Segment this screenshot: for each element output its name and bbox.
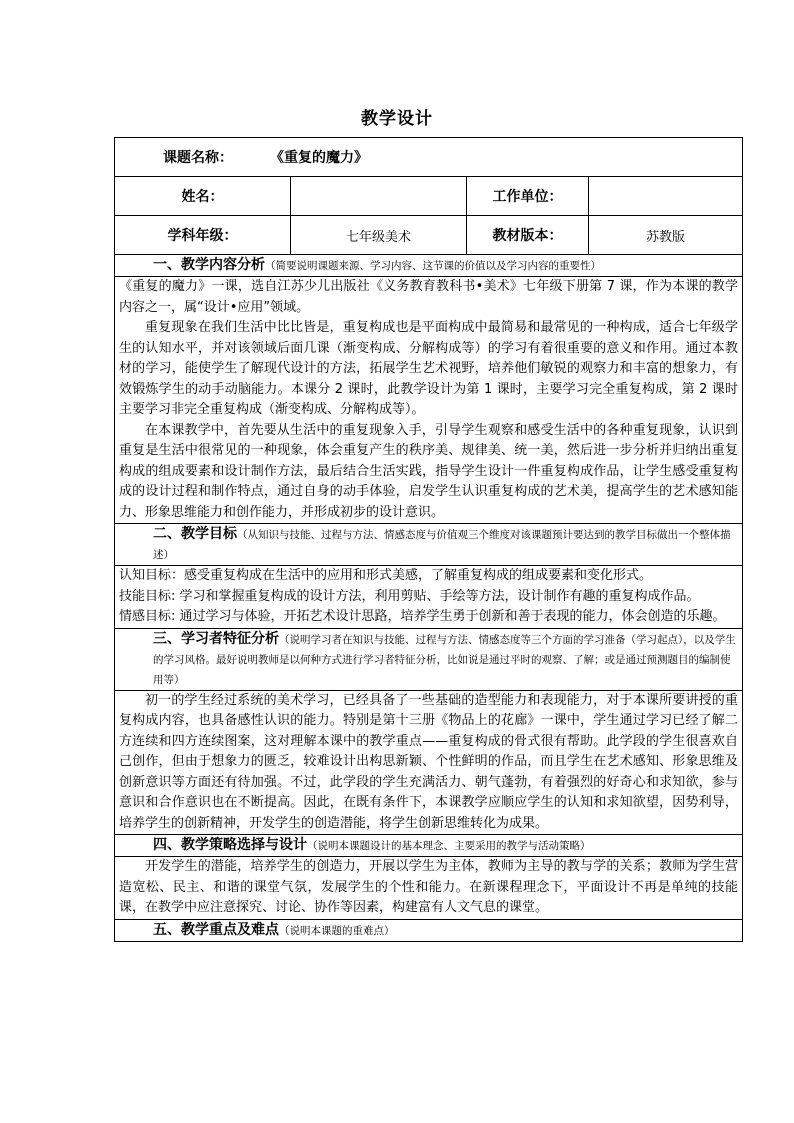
section-2-line-3: 情感目标: 通过学习与体验，开拓艺术设计思路，培养学生勇于创新和善于表现的能力，体会创造的乐趣。 (119, 609, 726, 624)
section-4-body-row (115, 857, 743, 920)
section-2-heading: 二、教学目标 (153, 526, 237, 542)
section-4-heading: 四、教学策略选择与设计 (153, 837, 307, 853)
section-4-header (115, 835, 743, 857)
section-3-paragraph-1: 初一的学生经过系统的美术学习，已经具备了一些基础的造型能力和表现能力，对于本课所要讲授的重复构成内容，也具备感性认识的能力。特别是第十三册《物品上的花廊》一课中，学生通过学习已经了解二方连续和四方连续图案，这对理解本课中的教学重点——重复构成的骨式很有帮助。此学段的学生很喜欢自己创作，但由于想象力的匮乏，较难设计出构思新颖、个性鲜明的作品，而且学生在艺术感知、形象思维及创新意识等方面还有待加强。不过，此学段的学生充满活力、朝气蓬勃，有着强烈的好奇心和求知欲，参与意识和合作意识也在不断提高。因此，在既有条件下，本课教学应顺应学生的认知和求知欲望，因势利导，培养学生的创新精神，开发学生的创造潜能，将学生创新思维转化为成果。 (119, 692, 738, 831)
section-1-paragraph-1: 《重复的魔力》一课，选自江苏少儿出版社《义务教育教科书•美术》七年级下册第 7 课，作为本课的教学内容之一，属“设计•应用”领域。 (119, 279, 738, 315)
section-3-note: （说明学习者在知识与技能、过程与方法、情感态度等三个方面的学习准备（学习起点），以及学生的学习风格。最好说明教师是以何种方式进行学习者特征分析，比如说是通过平时的观察、了解；或是通过预测题目的编制使用等） (153, 633, 736, 686)
section-1-paragraph-3: 在本课教学中，首先要从生活中的重复现象入手，引导学生观察和感受生活中的各种重复现象，认识到重复是生活中很常见的一种现象，体会重复产生的秩序美、规律美、统一美，然后进一步分析并归纳出重复构成的组成要素和设计制作方法，最后结合生活实践，指导学生设计一件重复构成作品，让学生感受重复构成的设计过程和制作特点，通过自身的动手体验，启发学生认识重复构成的艺术美，提高学生的艺术感知能力、形象思维能力和创作能力，并形成初步的设计意识。 (119, 422, 738, 520)
course-title-value: 《重复的魔力》 (277, 150, 368, 166)
section-5-note: （说明本课题的重难点） (279, 924, 395, 937)
section-1-header (115, 255, 743, 277)
section-2-body (115, 566, 743, 629)
section-5-heading: 五、教学重点及难点 (153, 921, 279, 938)
section-2-line-2: 技能目标: 学习和掌握重复构成的设计方法，利用剪贴、手绘等方法，设计制作有趣的重复构成作品。 (119, 588, 700, 604)
section-1-paragraph-2: 重复现象在我们生活中比比皆是，重复构成也是平面构成中最简易和最常见的一种构成，适合七年级学生的认知水平，并对该领域后面几课（渐变构成、分解构成等）的学习有着很重要的意义和作用。通过本教材的学习，能使学生了解现代设计的方法，拓展学生艺术视野，培养他们敏锐的观察力和丰富的想象力，有效锻炼学生的动手动脑能力。本课分 2 课时，此教学设计为第 1 课时，主要学习完全重复构成，第 2 课时主要学习非完全重复构成（渐变构成、分解构成等）。 (119, 320, 738, 417)
section-3-heading: 三、学习者特征分析 (153, 630, 279, 647)
section-3-header (115, 628, 743, 690)
page-title: 教学设计 (361, 109, 433, 129)
subject-row (115, 216, 743, 255)
section-4-note: （说明本课题设计的基本理念、主要采用的教学与活动策略） (307, 840, 591, 852)
subject-grade-label: 学科年级： (115, 216, 291, 255)
section-2-line-1: 认知目标：感受重复构成在生活中的应用和形式美感，了解重复构成的组成要素和变化形式。 (119, 568, 653, 583)
section-1-heading: 一、教学内容分析 (153, 257, 265, 273)
work-unit-label: 工作单位： (467, 177, 589, 216)
section-5-header (115, 919, 743, 941)
section-1-body (115, 277, 743, 524)
section-2-body-row (115, 566, 743, 629)
section-4-paragraph-1: 开发学生的潜能，培养学生的创造力，开展以学生为主体，教师为主导的教与学的关系；教师为学生营造宽松、民主、和谐的课堂气氛，发展学生的个性和能力。在新课程理念下，平面设计不再是单纯的技能课，在教学中应注意探究、讨论、协作等因素，构建富有人文气息的课堂。 (119, 859, 738, 915)
section-1-body-row (115, 277, 743, 524)
section-4-body (115, 857, 743, 920)
lesson-design-table (114, 137, 743, 942)
textbook-edition-value: 苏教版 (589, 216, 743, 255)
name-row (115, 177, 743, 216)
work-unit-field[interactable] (589, 177, 743, 216)
section-3-body-row (115, 690, 743, 835)
subject-grade-value: 七年级美术 (291, 216, 467, 255)
section-1-note: （简要说明课题来源、学习内容、这节课的价值以及学习内容的重要性） (265, 260, 601, 272)
name-label: 姓名： (115, 177, 291, 216)
section-2-note: （从知识与技能、过程与方法、情感态度与价值观三个维度对该课题预计要达到的教学目标做出一个整体描述） (153, 529, 731, 561)
course-title-label: 课题名称： (163, 150, 233, 166)
section-3-body (115, 690, 743, 835)
course-title-row (115, 138, 743, 177)
name-field[interactable] (291, 177, 467, 216)
section-2-header (115, 524, 743, 566)
textbook-edition-label: 教材版本： (467, 216, 589, 255)
